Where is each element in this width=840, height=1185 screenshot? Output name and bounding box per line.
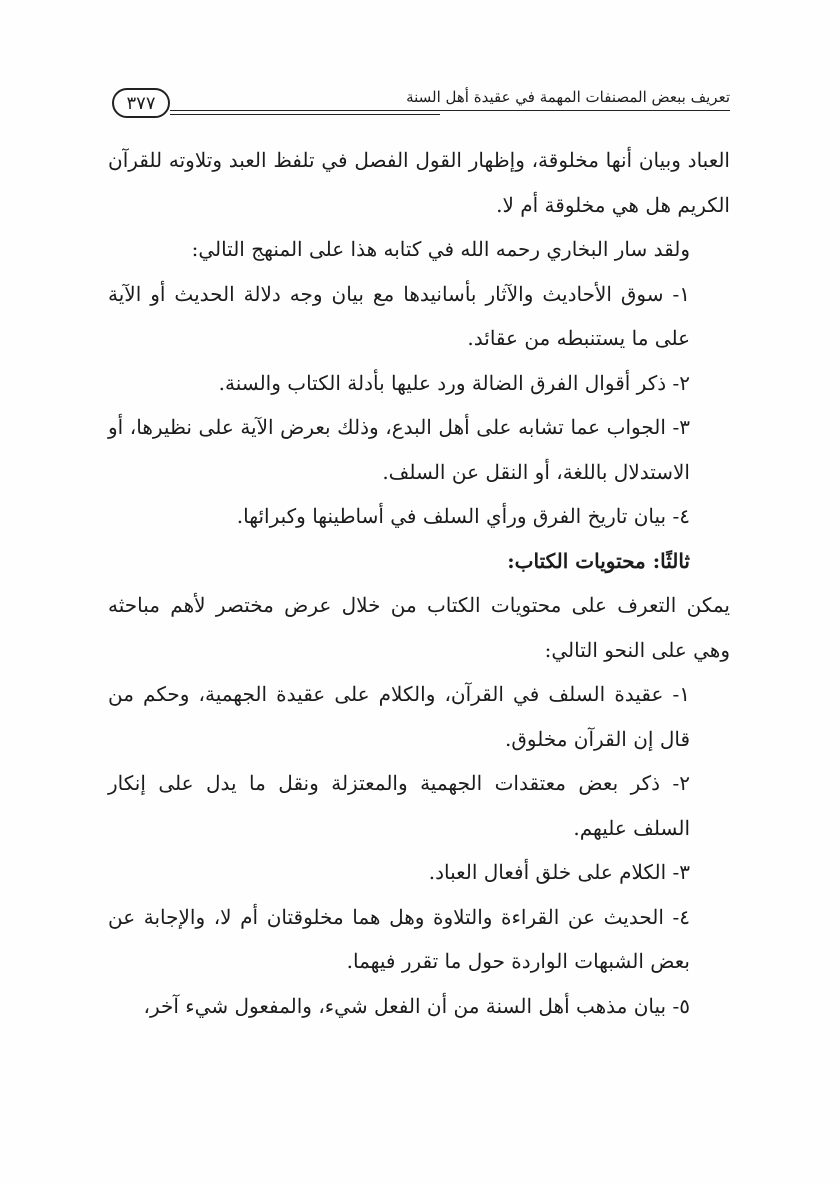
header-rule xyxy=(170,110,730,111)
page-number-badge xyxy=(112,88,170,118)
list-item-content-2: ٢- ذكر بعض معتقدات الجهمية والمعتزلة ونقل ما يدل على إنكار السلف عليهم. xyxy=(108,771,690,840)
running-header-title: تعريف ببعض المصنفات المهمة في عقيدة أهل السنة xyxy=(400,88,730,106)
list-item-content-3: ٣- الكلام على خلق أفعال العباد. xyxy=(428,860,690,884)
paragraph-contents-intro: يمكن التعرف على محتويات الكتاب من خلال عرض مختصر لأهم مباحثه وهي على النحو التالي: xyxy=(108,593,730,662)
list-item-content-4: ٤- الحديث عن القراءة والتلاوة وهل هما مخلوقتان أم لا، والإجابة عن بعض الشبهات الواردة حول ما تقرر فيهما. xyxy=(108,904,690,973)
list-item-content-5: ٥- بيان مذهب أهل السنة من أن الفعل شيء، والمفعول شيء آخر، xyxy=(143,993,690,1018)
list-item-method-3: ٣- الجواب عما تشابه على أهل البدع، وذلك بعرض الآية على نظيرها، أو الاستدلال باللغة، أو النقل عن السلف. xyxy=(108,415,690,484)
paragraph-continuation: العباد وبيان أنها مخلوقة، وإظهار القول الفصل في تلفظ العبد وتلاوته للقرآن الكريم هل هي مخلوقة أم لا. xyxy=(108,148,730,217)
paragraph-methodology-intro: ولقد سار البخاري رحمه الله في كتابه هذا على المنهج التالي: xyxy=(191,237,690,261)
body-text xyxy=(108,138,730,1028)
section-heading: ثالثًا: محتويات الكتاب: xyxy=(507,548,690,573)
list-item-method-2: ٢- ذكر أقوال الفرق الضالة ورد عليها بأدلة الكتاب والسنة. xyxy=(218,370,690,395)
list-item-content-1: ١- عقيدة السلف في القرآن، والكلام على عقيدة الجهمية، وحكم من قال إن القرآن مخلوق. xyxy=(108,682,690,751)
list-item-method-4: ٤- بيان تاريخ الفرق ورأي السلف في أساطينها وكبرائها. xyxy=(236,504,690,528)
list-item-method-1: ١- سوق الأحاديث والآثار بأسانيدها مع بيان وجه دلالة الحديث أو الآية على ما يستنبطه من عقائد. xyxy=(108,281,690,350)
running-header xyxy=(112,88,730,122)
page-number: ٣٧٧ xyxy=(126,92,156,114)
header-rule-double xyxy=(170,114,440,115)
